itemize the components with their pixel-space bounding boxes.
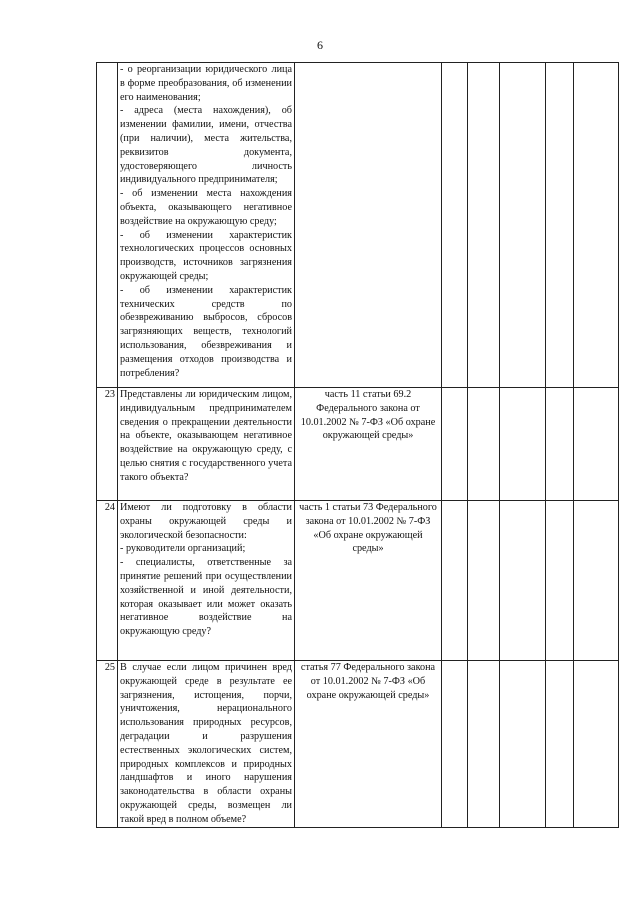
table-row [97, 501, 619, 661]
answer-cell [468, 388, 500, 501]
question-text: Представлены ли юридическим лицом, индивидуальным предпринимателем сведения о прекращении деятельности на объекте, оказывающем негативное воздействие на окружающую среду, с целью снятия с государственного учета такого объекта? [120, 389, 292, 483]
answer-cell [468, 63, 500, 388]
answer-cell [500, 388, 546, 501]
question-text: В случае если лицом причинен вред окружающей среде в результате ее загрязнения, истощения, порчи, уничтожения, нерационального использования природных ресурсов, деградации и разрушения естественных экологических систем, природных комплексов и природных ландшафтов и иного нарушения законодательства в области охраны окружающей среды, возмещен ли такой вред в полном объеме? [120, 662, 292, 825]
question-cell [118, 63, 295, 388]
legal-basis-cell: часть 1 статьи 73 Федерального закона от 10.01.2002 № 7-ФЗ «Об охране окружающей среды» [295, 501, 442, 661]
table-row [97, 661, 619, 828]
page-number: 6 [317, 38, 323, 52]
answer-cell [546, 388, 574, 501]
answer-cell [574, 661, 619, 828]
question-text: - адреса (места нахождения), об изменении фамилии, имени, отчества (при наличии), места жительства, реквизитов документа, удостоверяющего личность индивидуального предпринимателя; [120, 105, 292, 186]
answer-cell [442, 388, 468, 501]
question-cell [118, 501, 295, 661]
question-text: - об изменении места нахождения объекта, оказывающего негативное воздействие на окружающую среду; [120, 188, 292, 227]
checklist-table [96, 62, 619, 828]
answer-cell [468, 661, 500, 828]
legal-basis-cell: статья 77 Федерального закона от 10.01.2002 № 7-ФЗ «Об охране окружающей среды» [295, 661, 442, 828]
question-cell [118, 388, 295, 501]
question-text: - руководители организаций; [120, 543, 246, 555]
legal-basis-cell: часть 11 статьи 69.2 Федерального закона от 10.01.2002 № 7-ФЗ «Об охране окружающей среды» [295, 388, 442, 501]
answer-cell [500, 501, 546, 661]
answer-cell [546, 501, 574, 661]
answer-cell [546, 63, 574, 388]
table-row [97, 388, 619, 501]
answer-cell [442, 63, 468, 388]
question-text: - об изменении характеристик технологических процессов основных производств, источников загрязнения окружающей среды; [120, 229, 292, 282]
question-text: - о реорганизации юридического лица в форме преобразования, об изменении его наименования; [120, 64, 292, 103]
row-number: 25 [97, 661, 118, 828]
row-number: 24 [97, 501, 118, 661]
answer-cell [500, 63, 546, 388]
question-text: - специалисты, ответственные за принятие решений при осуществлении хозяйственной и иной деятельности, которая оказывает или может оказать негативное воздействие на окружающую среду? [120, 557, 292, 638]
row-number [97, 63, 118, 388]
answer-cell [546, 661, 574, 828]
question-text: - об изменении характеристик технических средств по обезвреживанию выбросов, сбросов загрязняющих веществ, технологий использования, обезвреживания и размещения отходов производства и потребления? [120, 284, 292, 379]
answer-cell [574, 388, 619, 501]
answer-cell [468, 501, 500, 661]
answer-cell [574, 501, 619, 661]
question-cell [118, 661, 295, 828]
answer-cell [442, 661, 468, 828]
answer-cell [500, 661, 546, 828]
question-text: Имеют ли подготовку в области охраны окружающей среды и экологической безопасности: [120, 502, 292, 541]
answer-cell [442, 501, 468, 661]
legal-basis-cell [295, 63, 442, 388]
answer-cell [574, 63, 619, 388]
table-row [97, 63, 619, 388]
row-number: 23 [97, 388, 118, 501]
